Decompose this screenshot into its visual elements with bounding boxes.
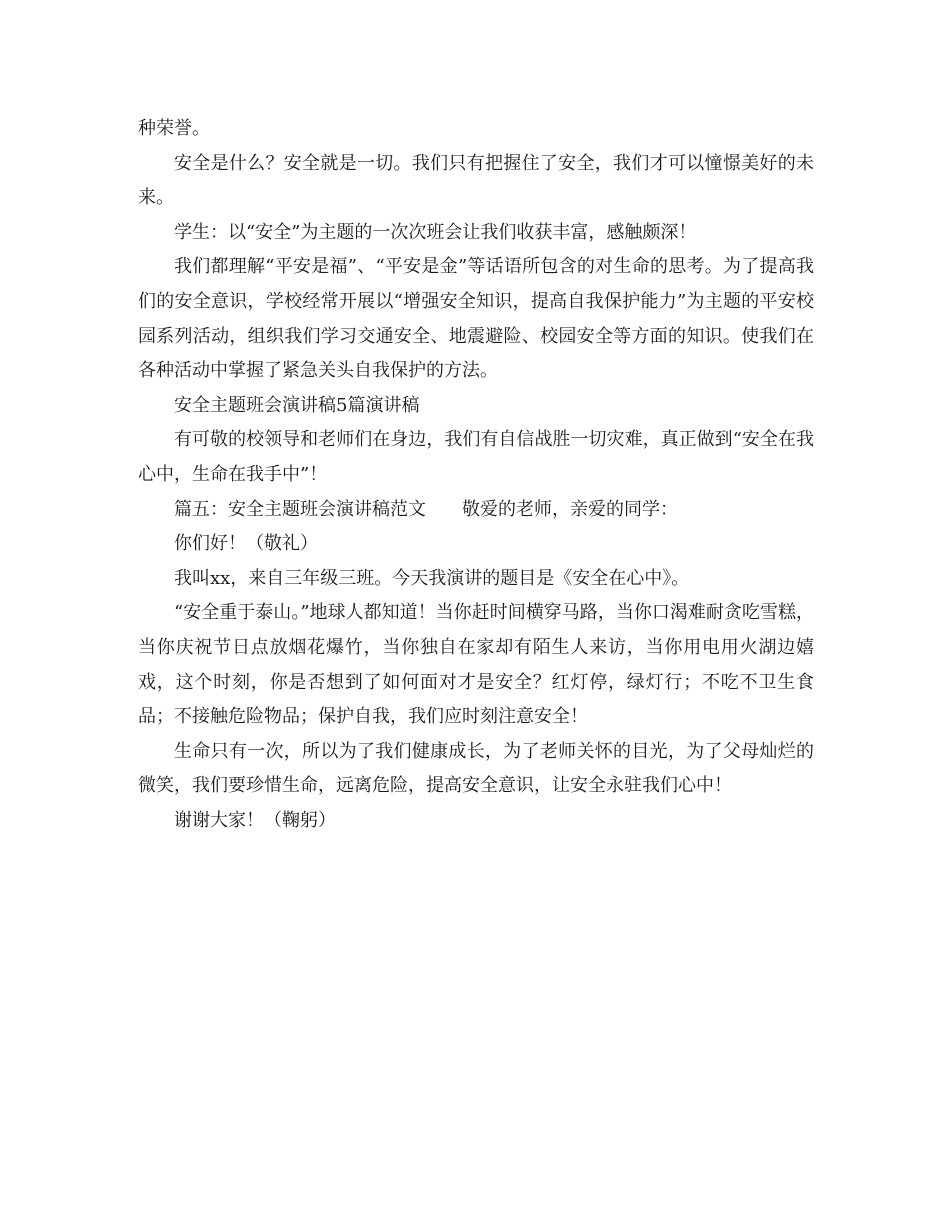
paragraph-thanks: 谢谢大家！（鞠躬） — [174, 809, 336, 831]
paragraph-part-five-heading: 篇五：安全主题班会演讲稿范文 敬爱的老师，亲爱的同学： — [174, 498, 678, 520]
paragraph-safety-examples: “安全重于泰山。”地球人都知道！当你赶时间横穿马路，当你口渴难耐贪吃雪糕，当你庆祝节日点放烟花爆竹，当你独自在家却有陌生人来访，当你用电用火湖边嬉戏，这个时刻，你是否想到了如何面对才是安全？红灯停，绿灯行；不吃不卫生食品；不接触危险物品；保护自我，我们应时刻注意安全！ — [138, 602, 814, 728]
paragraph-student-intro: 学生：以“安全”为主题的一次次班会让我们收获丰富，感触颇深！ — [174, 221, 697, 243]
paragraph-cherish-life: 生命只有一次，所以为了我们健康成长，为了老师关怀的目光，为了父母灿烂的微笑，我们要珍惜生命，远离危险，提高安全意识，让安全永驻我们心中！ — [138, 740, 814, 797]
document-body — [138, 112, 814, 838]
paragraph-confidence: 有可敬的校领导和老师们在身边，我们有自信战胜一切灾难，真正做到“安全在我心中，生命在我手中”！ — [138, 429, 814, 485]
paragraph-greeting: 你们好！（敬礼） — [174, 533, 318, 555]
paragraph-what-is-safety: 安全是什么？安全就是一切。我们只有把握住了安全，我们才可以憧憬美好的未来。 — [138, 152, 814, 209]
paragraph-campus-activities: 我们都理解“平安是福”、“平安是金”等话语所包含的对生命的思考。为了提高我们的安全意识，学校经常开展以“增强安全知识，提高自我保护能力”为主题的平安校园系列活动，组织我们学习交通安全、地震避险、校园安全等方面的知识。使我们在各种活动中掌握了紧急关头自我保护的方法。 — [138, 256, 814, 382]
paragraph-continuation: 种荣誉。 — [138, 118, 210, 139]
paragraph-self-introduction: 我叫xx，来自三年级三班。今天我演讲的题目是《安全在心中》。 — [174, 567, 690, 589]
paragraph-section-title: 安全主题班会演讲稿5篇演讲稿 — [174, 394, 420, 416]
